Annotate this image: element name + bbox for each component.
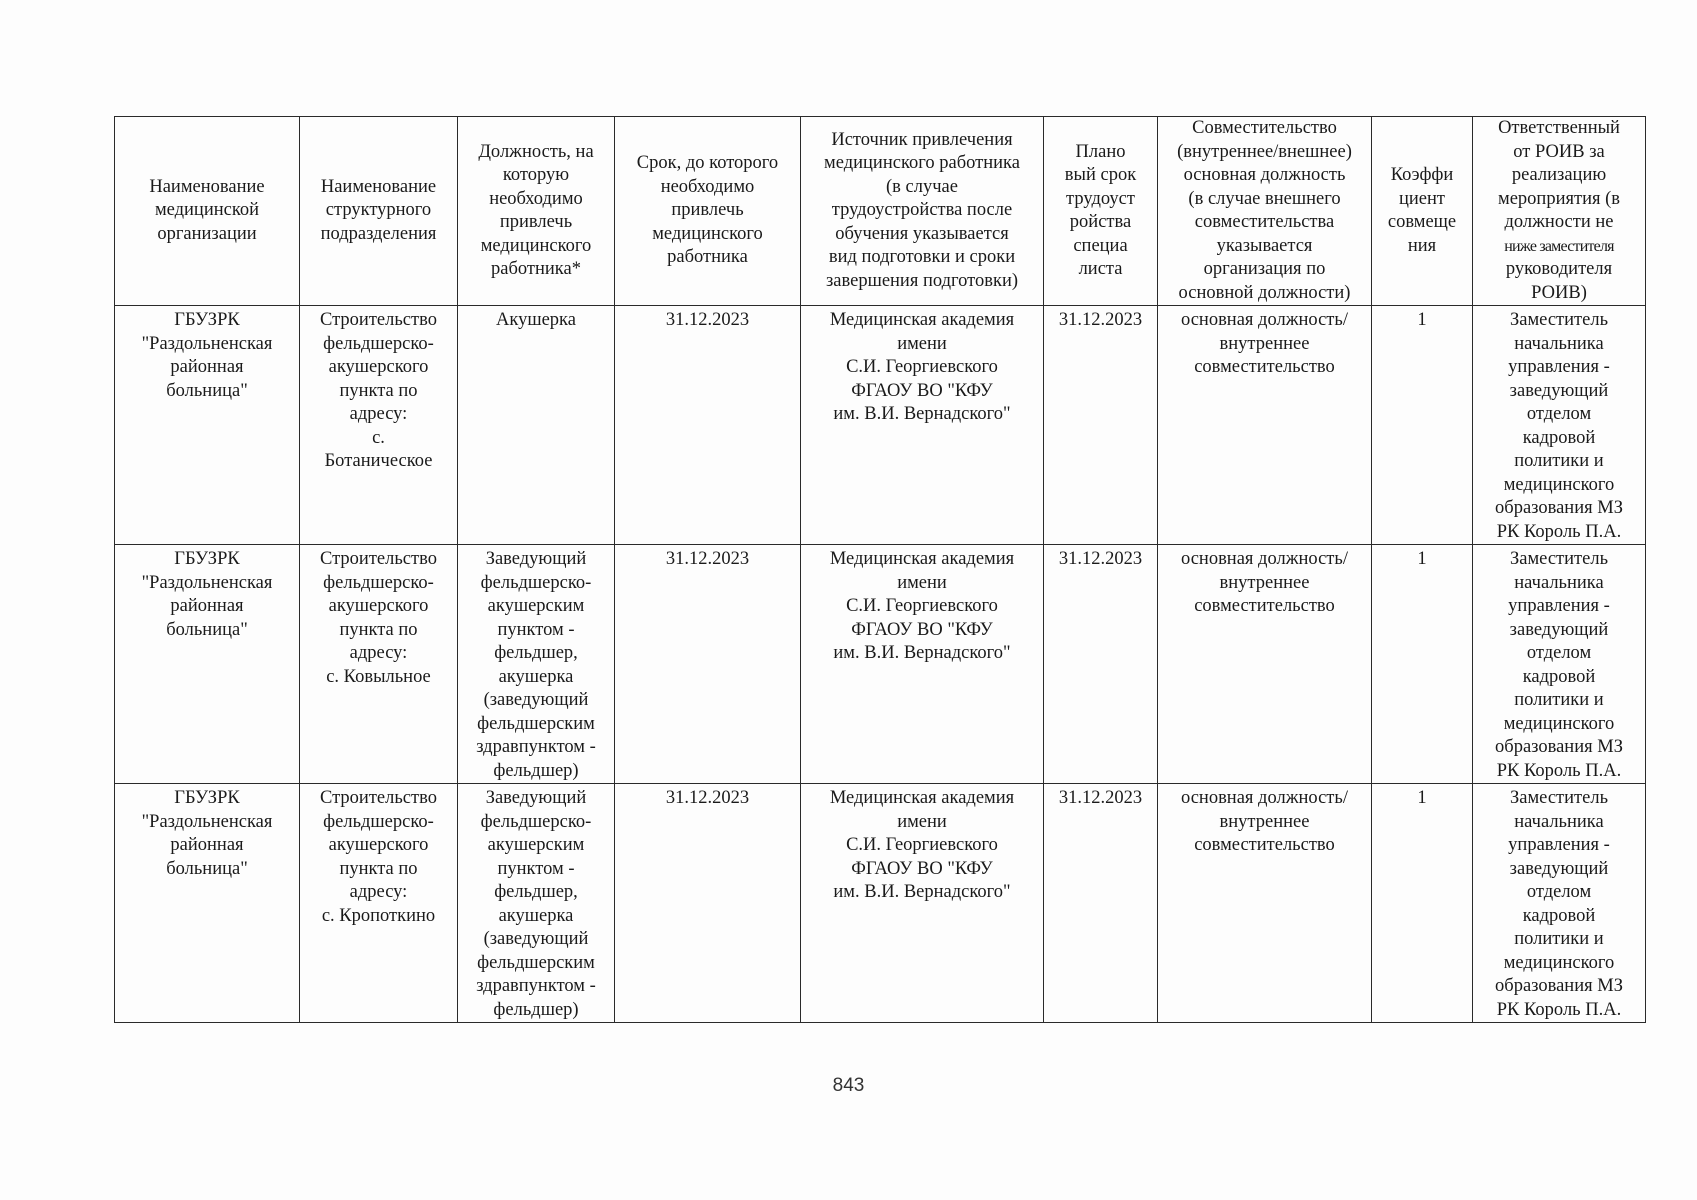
header-organization: Наименование медицинской организации <box>115 117 300 306</box>
header-responsible: Ответственный от РОИВ за реализацию мероприятия (в должности не ниже заместителя руководителя РОИВ) <box>1473 117 1646 306</box>
table-row <box>115 784 1646 1023</box>
header-combination: Совместительство (внутреннее/внешнее) основная должность (в случае внешнего совместительства указывается организация по основной должности) <box>1158 117 1372 306</box>
header-source: Источник привлечения медицинского работника (в случае трудоустройства после обучения указывается вид подготовки и сроки завершения подготовки) <box>801 117 1044 306</box>
cell-deadline: 31.12.2023 <box>615 784 801 1023</box>
cell-coefficient: 1 <box>1372 545 1473 784</box>
cell-combination: основная должность/ внутреннее совместительство <box>1158 784 1372 1023</box>
cell-organization: ГБУЗРК "Раздольненская районная больница" <box>115 784 300 1023</box>
page-number: 843 <box>832 1075 865 1096</box>
table-row <box>115 306 1646 545</box>
cell-subdivision: Строительство фельдшерско- акушерского пункта по адресу: с. Ботаническое <box>300 306 458 545</box>
header-coefficient: Коэффи циент совмеще ния <box>1372 117 1473 306</box>
header-position: Должность, на которую необходимо привлечь медицинского работника* <box>458 117 615 306</box>
cell-position: Акушерка <box>458 306 615 545</box>
cell-position: Заведующий фельдшерско- акушерским пунктом - фельдшер, акушерка (заведующий фельдшерским здравпунктом - фельдшер) <box>458 545 615 784</box>
cell-responsible: Заместитель начальника управления - заведующий отделом кадровой политики и медицинского образования МЗ РК Король П.А. <box>1473 545 1646 784</box>
cell-subdivision: Строительство фельдшерско- акушерского пункта по адресу: с. Ковыльное <box>300 545 458 784</box>
cell-deadline: 31.12.2023 <box>615 306 801 545</box>
cell-planned-date: 31.12.2023 <box>1044 545 1158 784</box>
header-planned-date: Плано вый срок трудоуст ройства специа листа <box>1044 117 1158 306</box>
cell-planned-date: 31.12.2023 <box>1044 306 1158 545</box>
cell-organization: ГБУЗРК "Раздольненская районная больница" <box>115 306 300 545</box>
cell-coefficient: 1 <box>1372 306 1473 545</box>
cell-coefficient: 1 <box>1372 784 1473 1023</box>
table-row <box>115 545 1646 784</box>
cell-source: Медицинская академия имени С.И. Георгиевского ФГАОУ ВО "КФУ им. В.И. Вернадского" <box>801 306 1044 545</box>
cell-source: Медицинская академия имени С.И. Георгиевского ФГАОУ ВО "КФУ им. В.И. Вернадского" <box>801 545 1044 784</box>
cell-organization: ГБУЗРК "Раздольненская районная больница" <box>115 545 300 784</box>
header-subdivision: Наименование структурного подразделения <box>300 117 458 306</box>
cell-responsible: Заместитель начальника управления - заведующий отделом кадровой политики и медицинского образования МЗ РК Король П.А. <box>1473 306 1646 545</box>
cell-deadline: 31.12.2023 <box>615 545 801 784</box>
cell-responsible: Заместитель начальника управления - заведующий отделом кадровой политики и медицинского образования МЗ РК Король П.А. <box>1473 784 1646 1023</box>
table-header-row <box>115 117 1646 306</box>
cell-combination: основная должность/ внутреннее совместительство <box>1158 306 1372 545</box>
cell-combination: основная должность/ внутреннее совместительство <box>1158 545 1372 784</box>
cell-position: Заведующий фельдшерско- акушерским пунктом - фельдшер, акушерка (заведующий фельдшерским здравпунктом - фельдшер) <box>458 784 615 1023</box>
cell-source: Медицинская академия имени С.И. Георгиевского ФГАОУ ВО "КФУ им. В.И. Вернадского" <box>801 784 1044 1023</box>
cell-planned-date: 31.12.2023 <box>1044 784 1158 1023</box>
staffing-table <box>114 116 1646 1023</box>
cell-subdivision: Строительство фельдшерско- акушерского пункта по адресу: с. Кропоткино <box>300 784 458 1023</box>
header-deadline: Срок, до которого необходимо привлечь медицинского работника <box>615 117 801 306</box>
